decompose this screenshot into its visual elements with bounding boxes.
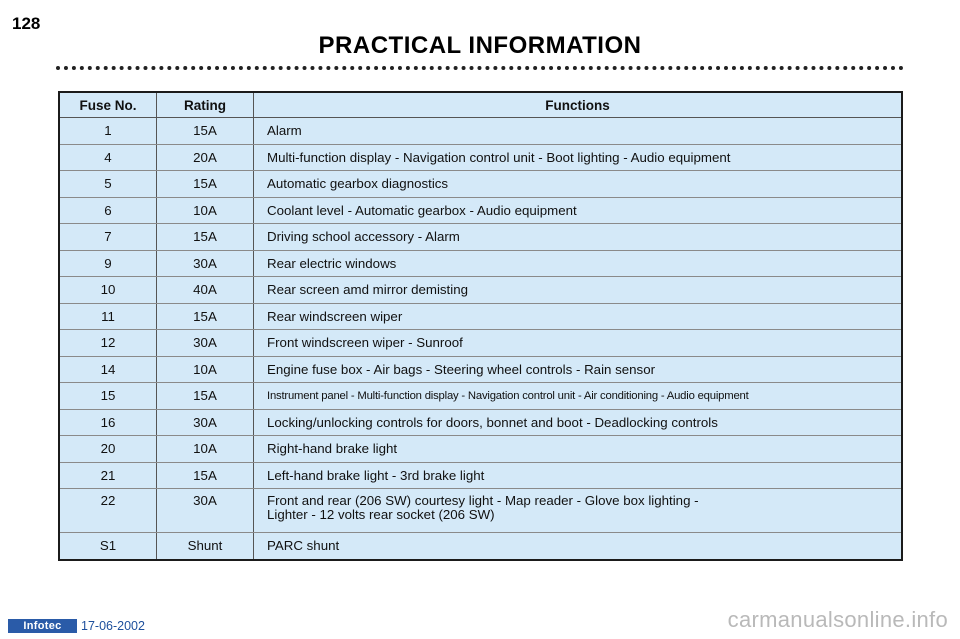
- fuse-rating: 15A: [157, 303, 254, 330]
- table-row: [59, 356, 902, 383]
- fuse-rating: 15A: [157, 383, 254, 410]
- table-row: [59, 197, 902, 224]
- dotted-divider: [56, 66, 904, 70]
- fuse-functions: Left-hand brake light - 3rd brake light: [254, 462, 903, 489]
- fuse-functions: Rear windscreen wiper: [254, 303, 903, 330]
- fuse-number: S1: [59, 533, 157, 560]
- header-rating: Rating: [157, 92, 254, 118]
- fuse-number: 22: [59, 489, 157, 533]
- table-row: [59, 118, 902, 145]
- fuse-number: 21: [59, 462, 157, 489]
- fuse-rating: 30A: [157, 409, 254, 436]
- fuse-functions: Coolant level - Automatic gearbox - Audio equipment: [254, 197, 903, 224]
- fuse-functions: Front windscreen wiper - Sunroof: [254, 330, 903, 357]
- fuse-rating: 15A: [157, 118, 254, 145]
- fuse-number: 12: [59, 330, 157, 357]
- fuse-number: 5: [59, 171, 157, 198]
- fuse-number: 4: [59, 144, 157, 171]
- table-row: [59, 489, 902, 533]
- fuse-functions: Right-hand brake light: [254, 436, 903, 463]
- page-title: PRACTICAL INFORMATION: [318, 32, 642, 59]
- table-row: [59, 462, 902, 489]
- fuse-rating: 30A: [157, 489, 254, 533]
- fuse-functions-line2: Lighter - 12 volts rear socket (206 SW): [267, 507, 495, 522]
- fuse-rating: 10A: [157, 197, 254, 224]
- fuse-functions: Alarm: [254, 118, 903, 145]
- fuse-number: 10: [59, 277, 157, 304]
- fuse-functions: Rear electric windows: [254, 250, 903, 277]
- table-row: [59, 171, 902, 198]
- fuse-number: 9: [59, 250, 157, 277]
- header-fuse-no: Fuse No.: [59, 92, 157, 118]
- table-row: [59, 250, 902, 277]
- fuse-number: 14: [59, 356, 157, 383]
- table-row: [59, 383, 902, 410]
- fuse-rating: 40A: [157, 277, 254, 304]
- fuse-number: 16: [59, 409, 157, 436]
- header-functions: Functions: [254, 92, 903, 118]
- fuse-number: 11: [59, 303, 157, 330]
- fuse-functions: Driving school accessory - Alarm: [254, 224, 903, 251]
- fuse-rating: 10A: [157, 436, 254, 463]
- fuse-functions-cell: [254, 489, 903, 533]
- table-header-row: [59, 92, 902, 118]
- fuse-rating: 10A: [157, 356, 254, 383]
- table-row: [59, 224, 902, 251]
- fuse-number: 6: [59, 197, 157, 224]
- watermark: carmanualsonline.info: [727, 607, 948, 632]
- footer-date: 17-06-2002: [81, 619, 145, 633]
- table-row: [59, 303, 902, 330]
- fuse-rating: 15A: [157, 462, 254, 489]
- fuse-rating: 20A: [157, 144, 254, 171]
- fuse-table: [58, 91, 903, 561]
- fuse-functions: Locking/unlocking controls for doors, bonnet and boot - Deadlocking controls: [254, 409, 903, 436]
- fuse-number: 1: [59, 118, 157, 145]
- fuse-rating: Shunt: [157, 533, 254, 560]
- fuse-rating: 30A: [157, 250, 254, 277]
- fuse-functions: Engine fuse box - Air bags - Steering wheel controls - Rain sensor: [254, 356, 903, 383]
- fuse-rating: 30A: [157, 330, 254, 357]
- fuse-number: 15: [59, 383, 157, 410]
- fuse-functions: Front and rear (206 SW) courtesy light - Map reader - Glove box lighting -: [267, 493, 699, 508]
- table-row: [59, 409, 902, 436]
- table-row: [59, 533, 902, 560]
- table-row: [59, 144, 902, 171]
- fuse-number: 20: [59, 436, 157, 463]
- table-row: [59, 436, 902, 463]
- fuse-functions: Multi-function display - Navigation control unit - Boot lighting - Audio equipment: [254, 144, 903, 171]
- page-number: 128: [12, 14, 41, 33]
- fuse-rating: 15A: [157, 171, 254, 198]
- table-row: [59, 277, 902, 304]
- table-row: [59, 330, 902, 357]
- fuse-rating: 15A: [157, 224, 254, 251]
- fuse-functions: Instrument panel - Multi-function display - Navigation control unit - Air conditioning - Audio equipment: [254, 383, 903, 410]
- fuse-functions: PARC shunt: [267, 538, 340, 554]
- infotec-logo: Infotec: [8, 619, 77, 633]
- fuse-functions: Automatic gearbox diagnostics: [254, 171, 903, 198]
- fuse-number: 7: [59, 224, 157, 251]
- fuse-functions: Rear screen amd mirror demisting: [254, 277, 903, 304]
